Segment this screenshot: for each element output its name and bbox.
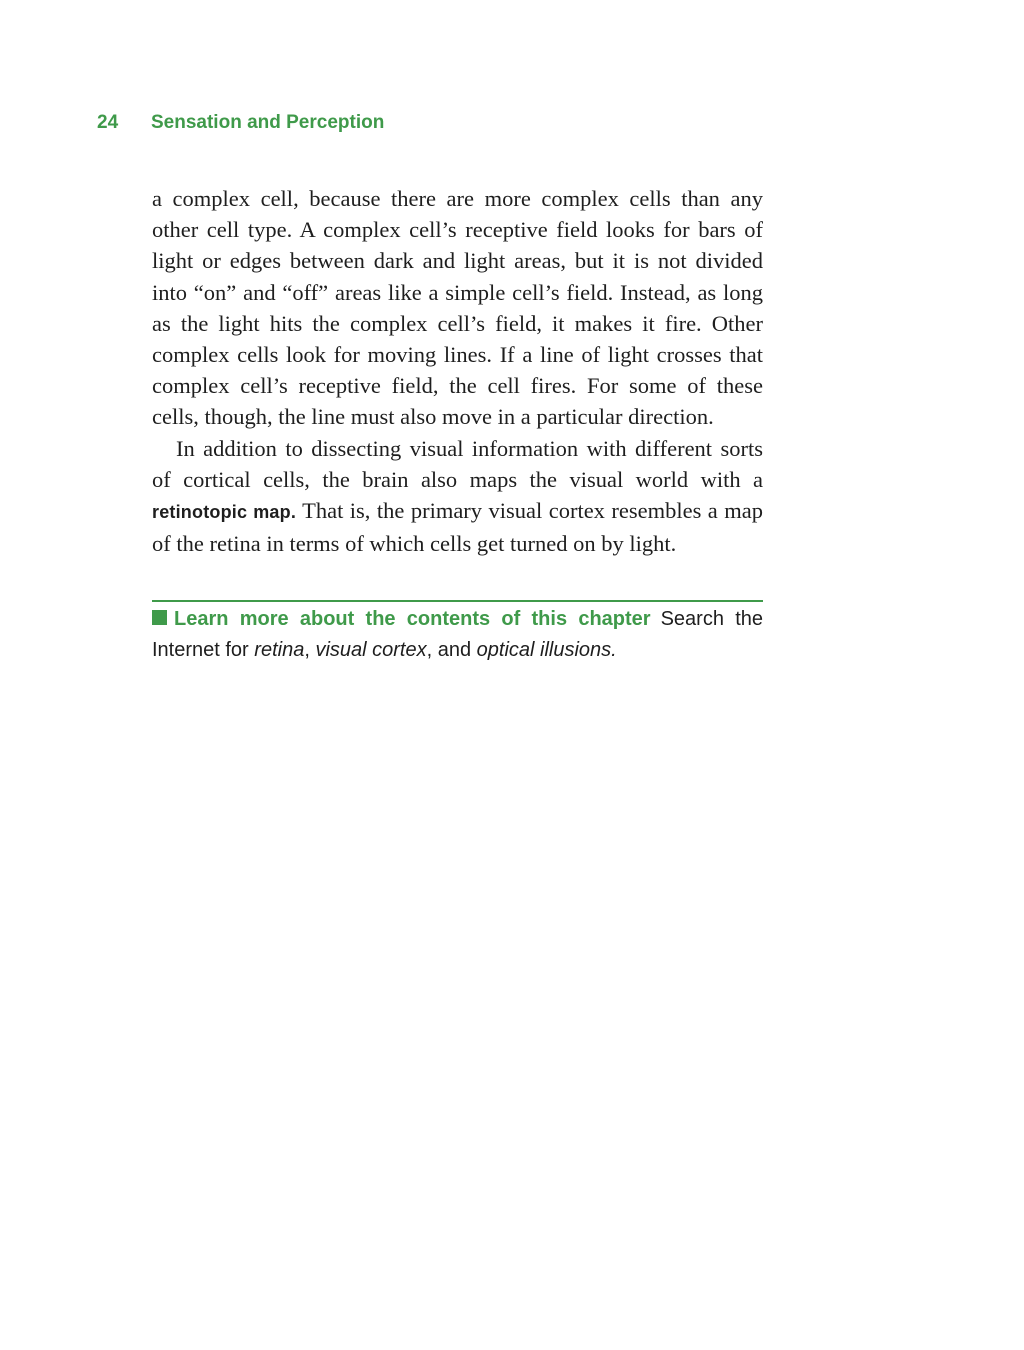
body-text [152, 183, 763, 559]
square-bullet-icon [152, 610, 167, 625]
paragraph-2-end: That is, the primary visual cortex resembles a map of the retina in terms of which cells get turned on by light. [152, 498, 763, 557]
paragraph-2-start: In addition to dissecting visual information with different sorts of cortical cells, the brain also maps the visual world with a [152, 435, 763, 492]
divider-rule [152, 600, 763, 602]
learn-more-text: Search the Internet for [152, 608, 763, 661]
learn-more-heading: Learn more about the contents of this chapter [174, 608, 651, 630]
key-term: retinotopic map. [152, 502, 297, 523]
search-term-retina: retina [254, 639, 305, 661]
page-number: 24 [97, 112, 119, 133]
learn-more-box [152, 604, 763, 666]
section-title: Sensation and Perception [151, 112, 385, 133]
search-term-visual-cortex: visual cortex [315, 639, 427, 661]
paragraph-2 [152, 433, 763, 560]
running-head [97, 112, 384, 134]
separator: , [304, 639, 316, 661]
separator: , and [426, 639, 477, 661]
search-term-optical-illusions: optical illusions. [476, 639, 617, 661]
paragraph-1: a complex cell, because there are more complex cells than any other cell type. A complex cell’s receptive field looks for bars of light or edges between dark and light areas, but it is not divided into “on” and “off” areas like a simple cell’s field. Instead, as long as the light hits the complex cell’s field, it makes it fire. Other complex cells look for moving lines. If a line of light crosses that complex cell’s receptive field, the cell fires. For some of these cells, though, the line must also move in a particular direction. [152, 186, 763, 430]
